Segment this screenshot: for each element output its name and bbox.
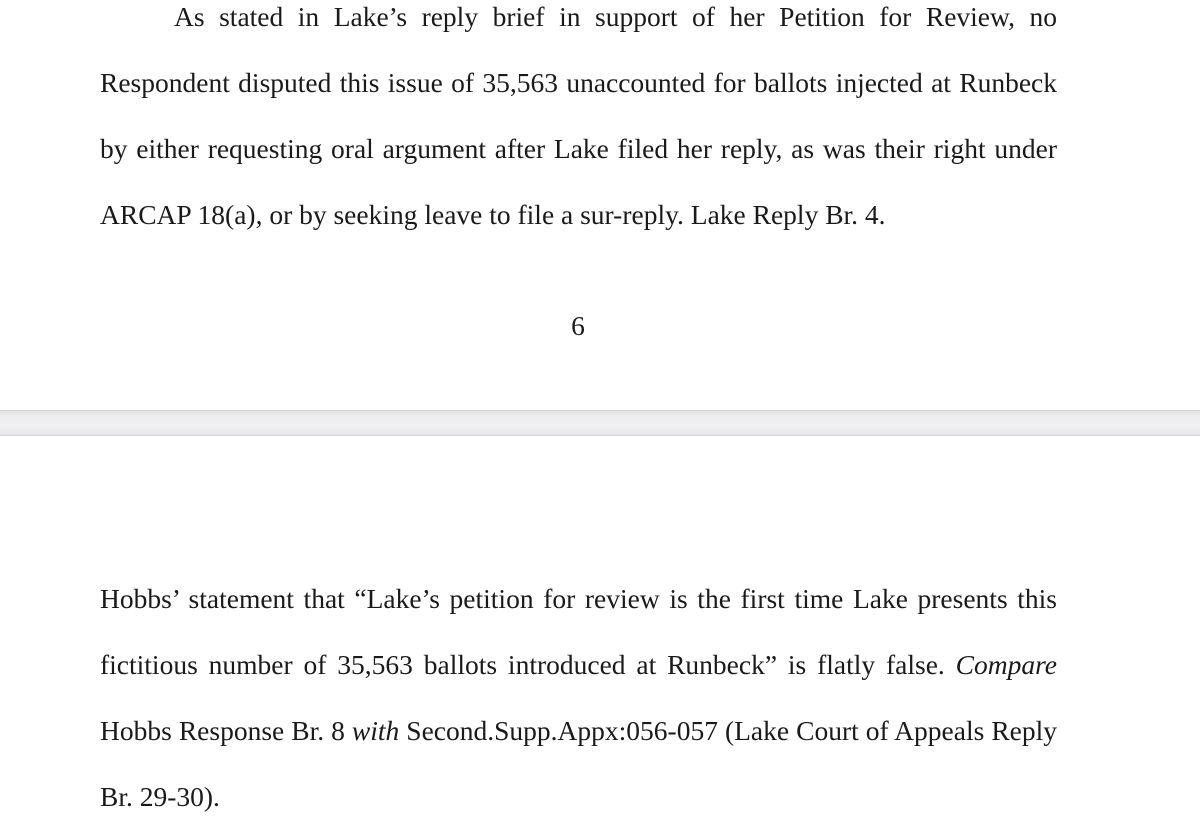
paragraph-lake-reply-brief: As stated in Lake’s reply brief in support of her Petition for Review, no Respondent disputed this issue of 35,563 unaccounted for ballots injected at Runbeck by either requesting oral argument after Lake filed her reply, as was their right under ARCAP 18(a), or by seeking leave to file a sur-reply. Lake Reply Br. 4.: [100, 1, 1057, 230]
paragraph-hobbs-statement: [100, 566, 1057, 830]
compare-signal: Compare: [955, 649, 1057, 680]
paragraph-text-part1: Hobbs’ statement that “Lake’s petition for review is the first time Lake presents this fictitious number of 35,563 ballots introduced at Runbeck” is flatly false.: [100, 583, 1057, 680]
paragraph-text-part2: Hobbs Response Br. 8: [100, 715, 352, 746]
paragraph-text-part3: Second.Supp.Appx:056-057 (Lake Court of Appeals Reply Br. 29-30).: [100, 715, 1058, 812]
page-separator: [0, 410, 1200, 436]
with-signal: with: [351, 715, 400, 746]
page-number: 6: [571, 310, 585, 341]
document-page-6: [0, 0, 1200, 410]
